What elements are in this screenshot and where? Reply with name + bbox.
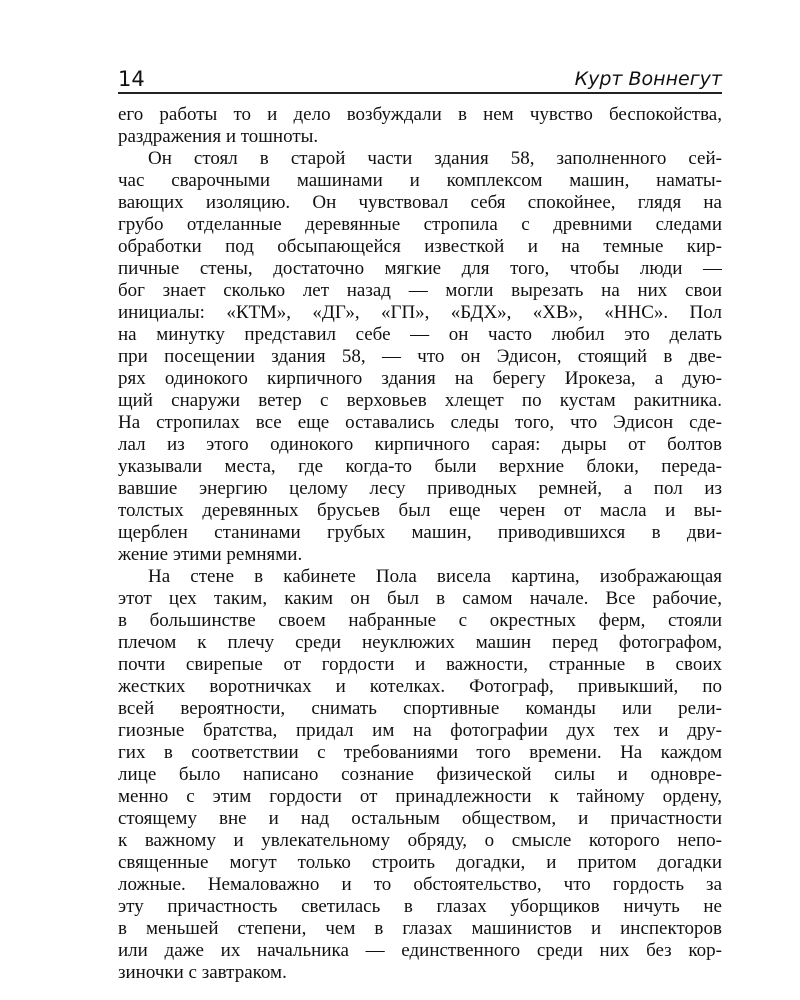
text-line: священные могут только строить догадки, и притом догадки	[118, 852, 722, 873]
text-line: плечом к плечу среди неуклюжих машин перед фотографом,	[118, 632, 722, 653]
text-line: гиозные братства, придал им на фотографии дух тех и дру-	[118, 720, 722, 741]
text-line: к важному и увлекательному обряду, о смысле которого непо-	[118, 830, 722, 851]
text-line: жение этими ремнями.	[118, 544, 303, 565]
text-line: вающих изоляцию. Он чувствовал себя спокойнее, глядя на	[118, 192, 722, 213]
body-text	[118, 104, 722, 984]
text-line: этот цех таким, каким он был в самом начале. Все рабочие,	[118, 588, 722, 609]
text-line: при посещении здания 58, — что он Эдисон, стоящий в две-	[118, 346, 722, 367]
text-line: всей вероятности, снимать спортивные команды или рели-	[118, 698, 722, 719]
running-title: Курт Воннегут	[574, 68, 722, 90]
text-line: или даже их начальника — единственного среди них без кор-	[118, 940, 722, 961]
text-line: зиночки с завтраком.	[118, 962, 287, 983]
text-line: щий снаружи ветер с верховьев хлещет по кустам ракитника.	[118, 390, 722, 411]
text-line: грубо отделанные деревянные стропила с древними следами	[118, 214, 722, 235]
text-line: эту причастность светилась в глазах уборщиков ничуть не	[118, 896, 722, 917]
text-line: щерблен станинами грубых машин, приводившихся в дви-	[118, 522, 722, 543]
text-line: почти свирепые от гордости и важности, странные в своих	[118, 654, 722, 675]
header-divider	[118, 92, 722, 94]
text-line: менно с этим гордости от принадлежности к тайному ордену,	[118, 786, 722, 807]
text-line: инициалы: «КТМ», «ДГ», «ГП», «БДХ», «ХВ», «ННС». Пол	[118, 302, 722, 323]
text-line: рях одинокого кирпичного здания на берегу Ирокеза, а дую-	[118, 368, 722, 389]
text-line: ложные. Немаловажно и то обстоятельство, что гордость за	[118, 874, 722, 895]
page-header	[118, 66, 722, 92]
page-number: 14	[118, 67, 145, 91]
text-line: раздражения и тошноты.	[118, 126, 319, 147]
text-line: На стене в кабинете Пола висела картина, изображающая	[148, 566, 722, 587]
text-line: лал из этого одинокого кирпичного сарая: дыры от болтов	[118, 434, 722, 455]
text-line: вавшие энергию целому лесу приводных ремней, а пол из	[118, 478, 722, 499]
text-line: час сварочными машинами и комплексом машин, наматы-	[118, 170, 722, 191]
text-line: Он стоял в старой части здания 58, заполненного сей-	[148, 148, 722, 169]
text-line: пичные стены, достаточно мягкие для того, чтобы люди —	[118, 258, 722, 279]
text-line: на минутку представил себе — он часто любил это делать	[118, 324, 722, 345]
text-line: На стропилах все еще оставались следы того, что Эдисон сде-	[118, 412, 722, 433]
text-line: в большинстве своем набранные с окрестных ферм, стояли	[118, 610, 722, 631]
text-line: жестких воротничках и котелках. Фотограф, привыкший, по	[118, 676, 722, 697]
text-line: указывали места, где когда-то были верхние блоки, переда-	[118, 456, 722, 477]
text-line: лице было написано сознание физической силы и одновре-	[118, 764, 722, 785]
text-line: гих в соответствии с требованиями того времени. На каждом	[118, 742, 722, 763]
text-line: в меньшей степени, чем в глазах машинистов и инспекторов	[118, 918, 722, 939]
text-line: стоящему вне и над остальным обществом, и причастности	[118, 808, 722, 829]
text-line: его работы то и дело возбуждали в нем чувство беспокойства,	[118, 104, 722, 125]
text-line: бог знает сколько лет назад — могли вырезать на них свои	[118, 280, 722, 301]
text-line: обработки под обсыпающейся известкой и на темные кир-	[118, 236, 722, 257]
text-line: толстых деревянных брусьев был еще черен от масла и вы-	[118, 500, 722, 521]
